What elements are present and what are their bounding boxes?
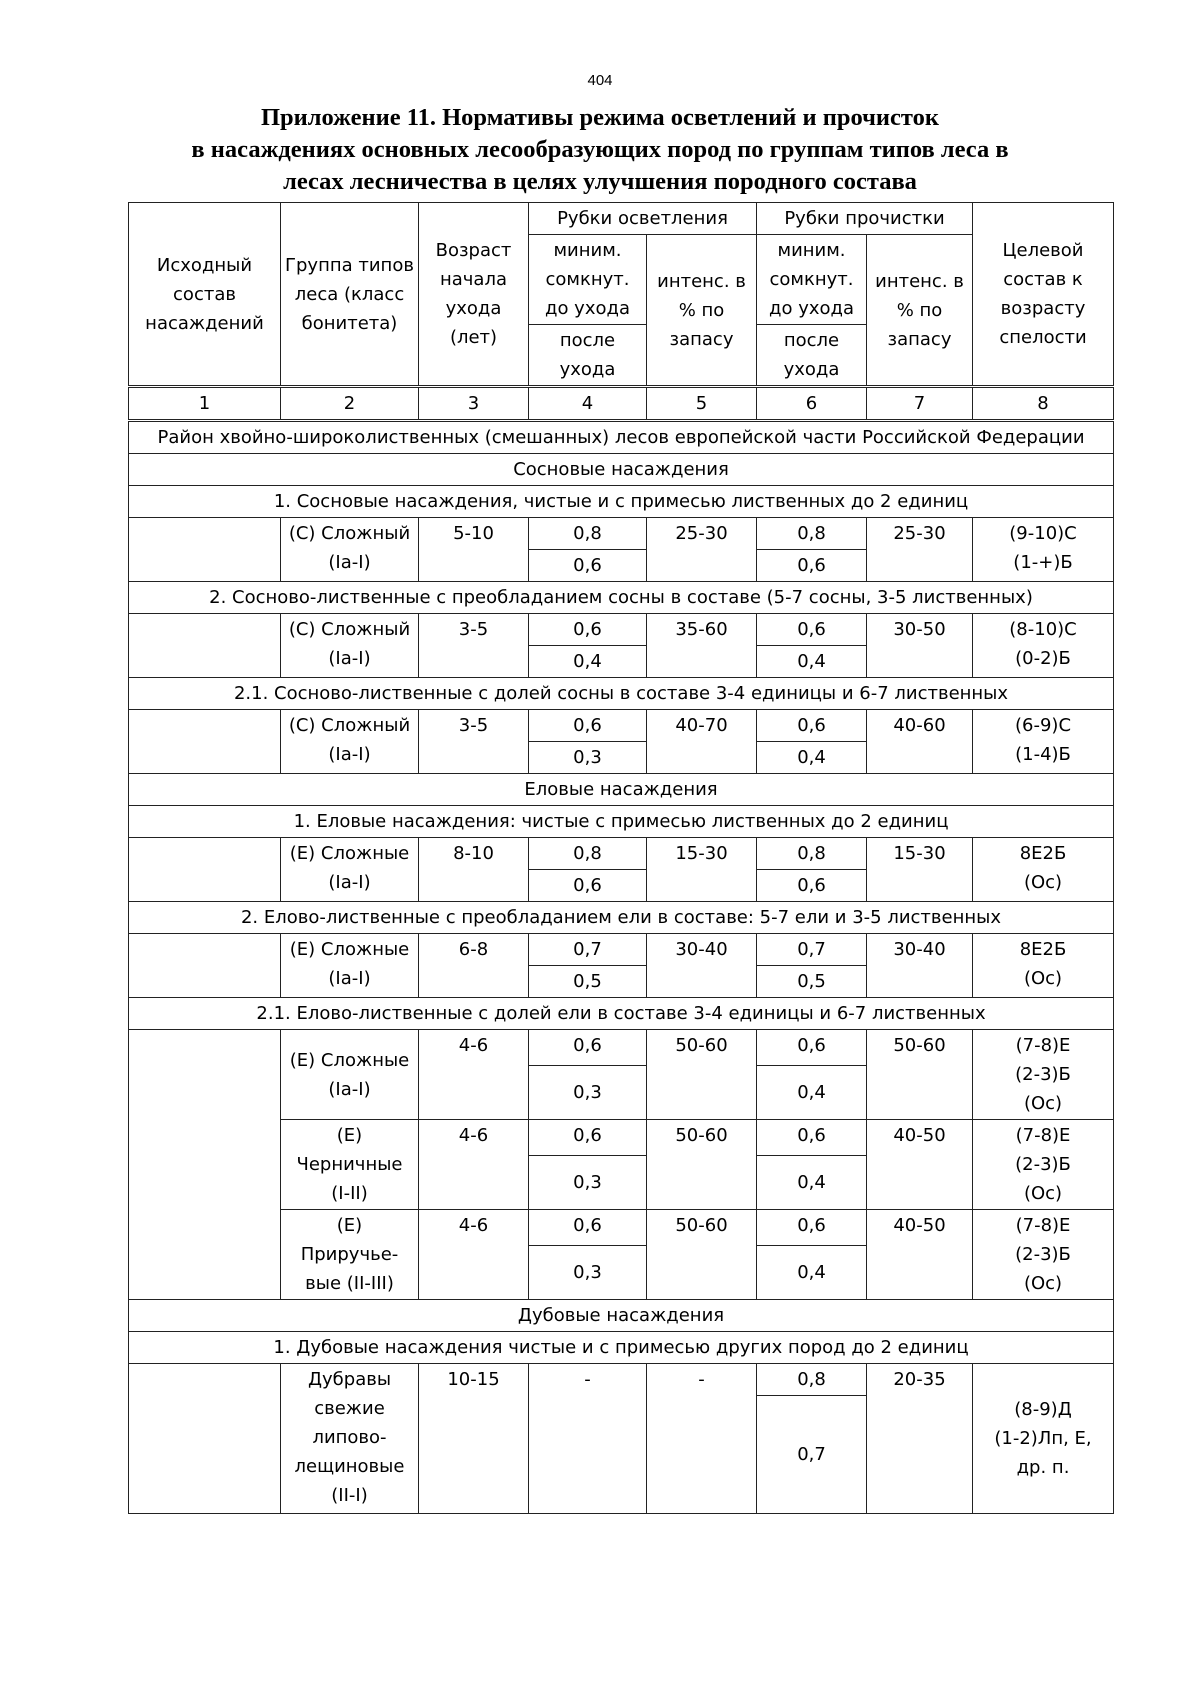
proch-after-cell: 0,6 xyxy=(757,870,867,902)
age-cell: 6-8 xyxy=(419,934,529,998)
osv-after-cell: 0,3 xyxy=(529,742,647,774)
target-composition-cell: (9-10)С (1-+)Б xyxy=(973,518,1114,582)
title-line-3: лесах лесничества в целях улучшения породного состава xyxy=(283,168,917,195)
target-composition-cell: (7-8)Е (2-3)Б (Ос) xyxy=(973,1120,1114,1210)
subsection-heading: 2.1. Сосново-лиственные с долей сосны в составе 3-4 единицы и 6-7 лиственных xyxy=(129,678,1114,710)
osv-intens-cell: 35-60 xyxy=(647,614,757,678)
age-cell: 3-5 xyxy=(419,614,529,678)
col-num: 2 xyxy=(281,387,419,421)
col-num: 1 xyxy=(129,387,281,421)
section-heading: Сосновые насаждения xyxy=(129,454,1114,486)
header-proch-after: после ухода xyxy=(757,325,867,387)
subsection-heading: 2. Сосново-лиственные с преобладанием сосны в составе (5-7 сосны, 3-5 лиственных) xyxy=(129,582,1114,614)
age-cell: 4-6 xyxy=(419,1030,529,1120)
norms-table xyxy=(128,202,1114,1514)
proch-intens-cell: 15-30 xyxy=(867,838,973,902)
osv-after-cell: 0,5 xyxy=(529,966,647,998)
header-osv-min: миним. сомкнут. до ухода xyxy=(529,235,647,325)
header-osv-after: после ухода xyxy=(529,325,647,387)
proch-after-cell: 0,5 xyxy=(757,966,867,998)
header-col-1: Исходный состав насаждений xyxy=(129,203,281,387)
age-cell: 5-10 xyxy=(419,518,529,582)
composition-cell xyxy=(129,518,281,582)
header-proch-intens: интенс. в % по запасу xyxy=(867,235,973,387)
osv-min-cell: - xyxy=(529,1364,647,1514)
proch-after-cell: 0,4 xyxy=(757,1156,867,1210)
forest-type-cell: (Е) Приручье- вые (II-III) xyxy=(281,1210,419,1300)
forest-type-cell: (Е) Сложные (Ia-I) xyxy=(281,934,419,998)
osv-min-cell: 0,6 xyxy=(529,614,647,646)
section-heading: Еловые насаждения xyxy=(129,774,1114,806)
table-row xyxy=(129,1364,1114,1396)
title-line-1: Приложение 11. Нормативы режима осветлений и прочисток xyxy=(261,104,939,131)
col-num: 5 xyxy=(647,387,757,421)
proch-min-cell: 0,8 xyxy=(757,1364,867,1396)
document-title xyxy=(90,102,1110,198)
osv-intens-cell: 50-60 xyxy=(647,1210,757,1300)
target-composition-cell: 8Е2Б (Ос) xyxy=(973,934,1114,998)
composition-cell xyxy=(129,614,281,678)
osv-min-cell: 0,8 xyxy=(529,838,647,870)
osv-min-cell: 0,6 xyxy=(529,1030,647,1066)
proch-intens-cell: 40-50 xyxy=(867,1210,973,1300)
forest-type-cell: (С) Сложный (Ia-I) xyxy=(281,710,419,774)
osv-after-cell: 0,4 xyxy=(529,646,647,678)
osv-intens-cell: - xyxy=(647,1364,757,1514)
proch-after-cell: 0,4 xyxy=(757,646,867,678)
age-cell: 3-5 xyxy=(419,710,529,774)
proch-intens-cell: 30-50 xyxy=(867,614,973,678)
table-row xyxy=(129,710,1114,742)
proch-min-cell: 0,8 xyxy=(757,838,867,870)
osv-min-cell: 0,6 xyxy=(529,1210,647,1246)
osv-min-cell: 0,8 xyxy=(529,518,647,550)
subsection-heading: 1. Еловые насаждения: чистые с примесью лиственных до 2 единиц xyxy=(129,806,1114,838)
proch-min-cell: 0,6 xyxy=(757,614,867,646)
subsection-heading: 2.1. Елово-лиственные с долей ели в составе 3-4 единицы и 6-7 лиственных xyxy=(129,998,1114,1030)
header-col-2: Группа типов леса (класс бонитета) xyxy=(281,203,419,387)
forest-type-cell: (Е) Сложные (Ia-I) xyxy=(281,1030,419,1120)
region-heading: Район хвойно-широколиственных (смешанных) лесов европейской части Российской Федерации xyxy=(129,421,1114,454)
forest-type-cell: (С) Сложный (Ia-I) xyxy=(281,614,419,678)
table-row xyxy=(129,518,1114,550)
proch-after-cell: 0,7 xyxy=(757,1396,867,1514)
age-cell: 10-15 xyxy=(419,1364,529,1514)
target-composition-cell: 8Е2Б (Ос) xyxy=(973,838,1114,902)
osv-intens-cell: 40-70 xyxy=(647,710,757,774)
age-cell: 4-6 xyxy=(419,1120,529,1210)
header-col-3: Возраст начала ухода (лет) xyxy=(419,203,529,387)
section-heading: Дубовые насаждения xyxy=(129,1300,1114,1332)
column-numbers-row xyxy=(129,387,1114,421)
osv-intens-cell: 30-40 xyxy=(647,934,757,998)
col-num: 3 xyxy=(419,387,529,421)
target-composition-cell: (7-8)Е (2-3)Б (Ос) xyxy=(973,1210,1114,1300)
osv-after-cell: 0,3 xyxy=(529,1066,647,1120)
osv-intens-cell: 25-30 xyxy=(647,518,757,582)
col-num: 6 xyxy=(757,387,867,421)
osv-after-cell: 0,3 xyxy=(529,1156,647,1210)
col-num: 8 xyxy=(973,387,1114,421)
osv-after-cell: 0,6 xyxy=(529,550,647,582)
proch-intens-cell: 50-60 xyxy=(867,1030,973,1120)
proch-intens-cell: 40-60 xyxy=(867,710,973,774)
composition-cell xyxy=(129,710,281,774)
forest-type-cell: (С) Сложный (Ia-I) xyxy=(281,518,419,582)
proch-min-cell: 0,6 xyxy=(757,710,867,742)
target-composition-cell: (6-9)С (1-4)Б xyxy=(973,710,1114,774)
osv-min-cell: 0,6 xyxy=(529,1120,647,1156)
col-num: 4 xyxy=(529,387,647,421)
forest-type-cell: (Е) Черничные (I-II) xyxy=(281,1120,419,1210)
osv-min-cell: 0,6 xyxy=(529,710,647,742)
table-row xyxy=(129,838,1114,870)
proch-min-cell: 0,6 xyxy=(757,1120,867,1156)
proch-intens-cell: 20-35 xyxy=(867,1364,973,1514)
target-composition-cell: (8-10)С (0-2)Б xyxy=(973,614,1114,678)
osv-after-cell: 0,6 xyxy=(529,870,647,902)
col-num: 7 xyxy=(867,387,973,421)
target-composition-cell: (7-8)Е (2-3)Б (Ос) xyxy=(973,1030,1114,1120)
subsection-heading: 1. Дубовые насаждения чистые и с примесью других пород до 2 единиц xyxy=(129,1332,1114,1364)
proch-min-cell: 0,8 xyxy=(757,518,867,550)
osv-intens-cell: 50-60 xyxy=(647,1030,757,1120)
composition-cell xyxy=(129,1364,281,1514)
proch-min-cell: 0,6 xyxy=(757,1030,867,1066)
osv-intens-cell: 50-60 xyxy=(647,1120,757,1210)
composition-cell xyxy=(129,1030,281,1300)
header-osv-intens: интенс. в % по запасу xyxy=(647,235,757,387)
forest-type-cell: Дубравы свежие липово- лещиновые (II-I) xyxy=(281,1364,419,1514)
composition-cell xyxy=(129,934,281,998)
forest-type-cell: (Е) Сложные (Ia-I) xyxy=(281,838,419,902)
subsection-heading: 2. Елово-лиственные с преобладанием ели в составе: 5-7 ели и 3-5 лиственных xyxy=(129,902,1114,934)
proch-intens-cell: 40-50 xyxy=(867,1120,973,1210)
target-composition-cell: (8-9)Д (1-2)Лп, Е, др. п. xyxy=(973,1364,1114,1514)
proch-after-cell: 0,4 xyxy=(757,1246,867,1300)
proch-intens-cell: 25-30 xyxy=(867,518,973,582)
osv-intens-cell: 15-30 xyxy=(647,838,757,902)
table-row xyxy=(129,1030,1114,1066)
proch-min-cell: 0,7 xyxy=(757,934,867,966)
osv-after-cell: 0,3 xyxy=(529,1246,647,1300)
header-row-1 xyxy=(129,203,1114,235)
table-row xyxy=(129,934,1114,966)
table-row xyxy=(129,614,1114,646)
header-proch-min: миним. сомкнут. до ухода xyxy=(757,235,867,325)
proch-intens-cell: 30-40 xyxy=(867,934,973,998)
header-col-8: Целевой состав к возрасту спелости xyxy=(973,203,1114,387)
subsection-heading: 1. Сосновые насаждения, чистые и с примесью лиственных до 2 единиц xyxy=(129,486,1114,518)
header-group-osvetlenie: Рубки осветления xyxy=(529,203,757,235)
proch-after-cell: 0,6 xyxy=(757,550,867,582)
age-cell: 8-10 xyxy=(419,838,529,902)
osv-min-cell: 0,7 xyxy=(529,934,647,966)
proch-min-cell: 0,6 xyxy=(757,1210,867,1246)
header-group-prochistka: Рубки прочистки xyxy=(757,203,973,235)
composition-cell xyxy=(129,838,281,902)
age-cell: 4-6 xyxy=(419,1210,529,1300)
proch-after-cell: 0,4 xyxy=(757,1066,867,1120)
page-number: 404 xyxy=(587,72,613,89)
title-line-2: в насаждениях основных лесообразующих пород по группам типов леса в xyxy=(191,136,1009,163)
proch-after-cell: 0,4 xyxy=(757,742,867,774)
